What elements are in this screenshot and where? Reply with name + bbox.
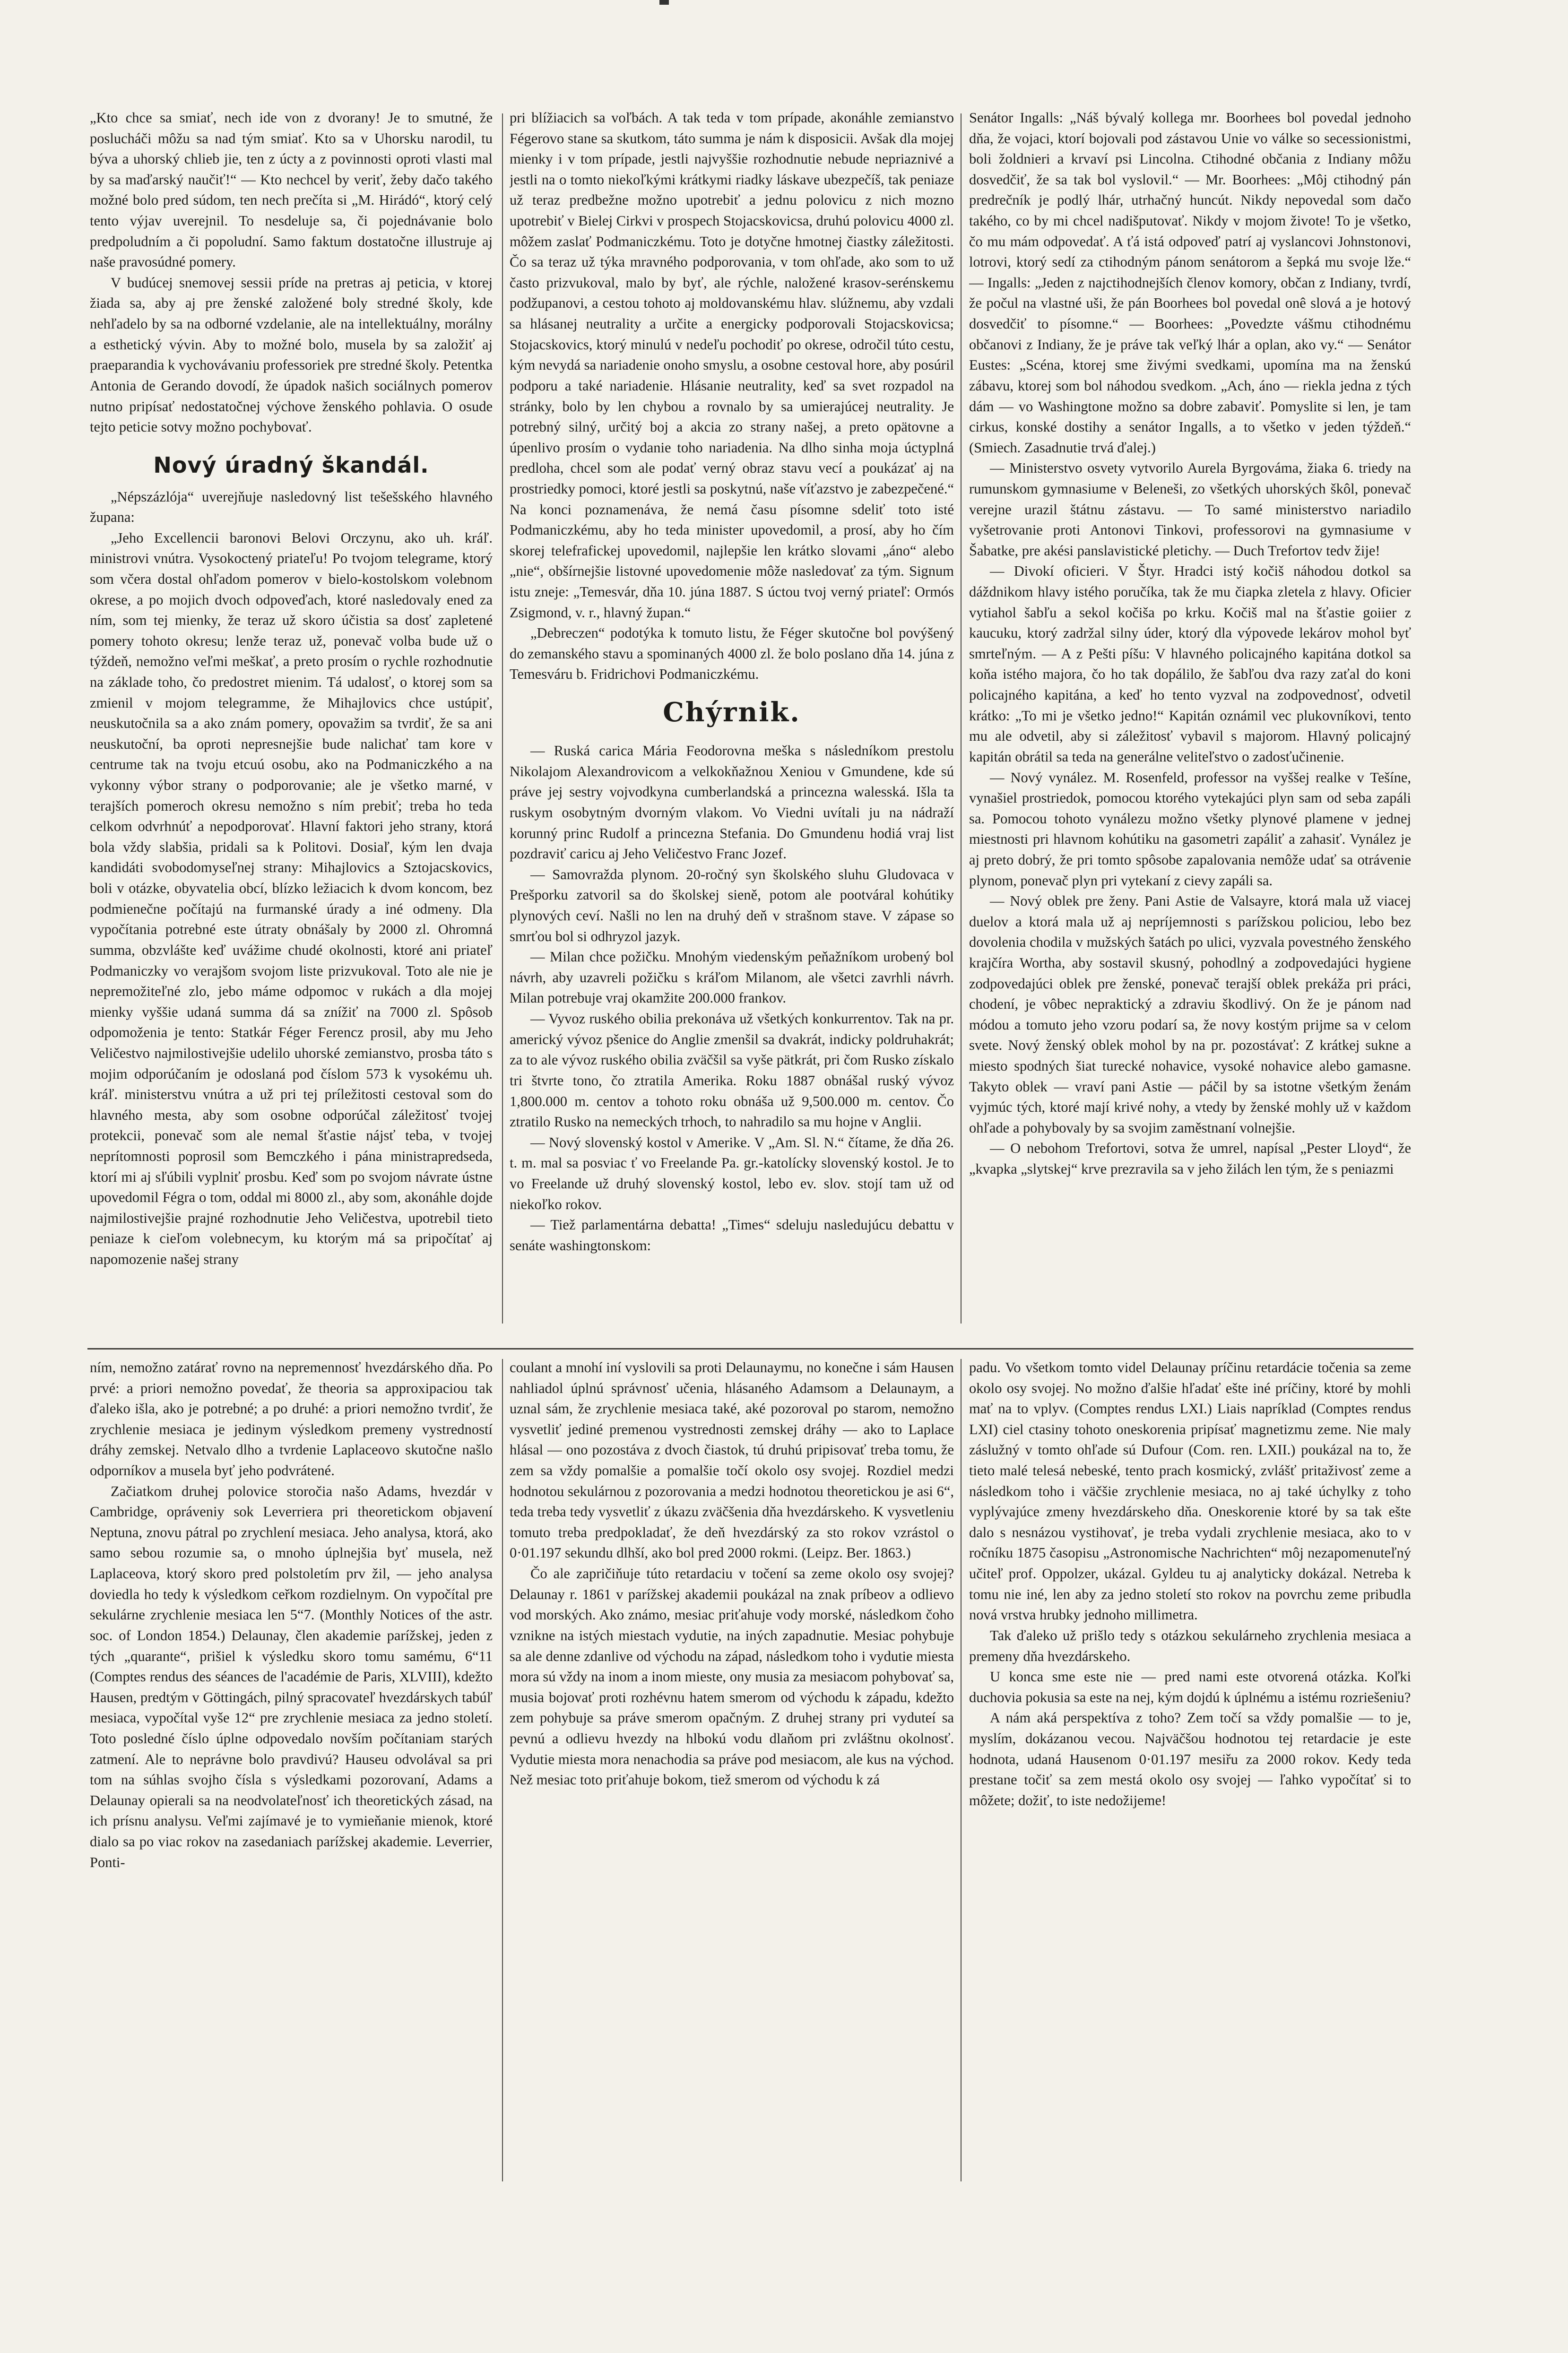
feuilleton-paragraph: coulant a mnohí iní vyslovili sa proti Delaunaymu, no konečne i sám Hausen nahliadol úplnú správnosť učenia, hlásaného Adamsom a Delaunaym, a uznal sám, že zrychlenie mesiaca také, aké pozoroval po starom, nemožno vysvetliť jediné premenou vystrednosti zemskej dráhy — ako to Laplace hlásal — ono pozostáva z dvoch čiastok, tú druhú pripisovať treba tomu, že zem sa vždy pomalšie a pomalšie točí okolo osy svojej. Rozdiel medzi hodnotou sekulárnou z pozorovania a medzi hodnotou theoretickou je asi 6“, teda treba tedy vysvetliť z úkazu zväčšenia dňa hvezdárskeho. K vysvetleniu tomuto treba predpokladať, že deň hvezdárský za sto rokov vzrástol o 0·01.197 sekundu dlhší, ako bol pred 2000 rokmi. (Leipz. Ber. 1863.) (510, 1359, 954, 1561)
section-heading: Nový úradný škandál. (153, 452, 429, 478)
upper-column-1 (90, 108, 493, 1332)
print-mark (659, 0, 669, 5)
news-item: — Vyvoz ruského obilia prekonáva už všetkých konkurrentov. Tak na pr. americký vývoz pšenice do Anglie zmenšil sa dvakrát, indicky poldruhakrát; za to ale vývoz ruského obilia zväčšil sa vyše pätkrát, pri čom Rusko získalo tri štvrte tono, čo ztratila Amerika. Roku 1887 obnášal ruský vývoz 1,800.000 m. centov a tohoto roku obnáša už 9,500.000 m. centov. Čo ztratilo Rusko na nemeckých trhoch, to nahradilo sa mu hojne v Anglii. (510, 1011, 954, 1130)
news-item: — Ruská carica Mária Feodorovna meška s následníkom prestolu Nikolajom Alexandrovicom a velkokňažnou Xeniou v Gmundene, kde sú práve jej sestry vojvodkyna cumberlandská a princezna walesská. Išla ta ruskym osobytným dvorným vlakom. Vo Viedni uvítali ju na nádraží korunný princ Rudolf a princezna Stefania. Do Gmundenu hodiá vraj list pozdraviť caricu aj Jeho Veličestvo Franc Jozef. (510, 743, 954, 862)
feuilleton-paragraph: Začiatkom druhej polovice storočia našo Adams, hvezdár v Cambridge, opráveniy sok Leverriera pri theoretickom objavení Neptuna, znovu pátral po zrychlení mesiaca. Jeho analysa, ktorá, ako samo sebou rozumie sa, o mnoho úplnejšia byť musela, než Laplaceova, ktorý skoro pred polstoletím prv žil, — jeho analysa doviedla ho tedy k výsledkom ceřkom rozdielnym. On vypočítal pre sekulárne zrychlenie mesiaca len 5“7. (Monthly Notices of the astr. soc. of London 1854.) Delaunay, člen akademie parížskej, jeden z tých „quarante“, prišiel k výsledku skoro tomu samému, 6“11 (Comptes rendus des séances de l'académie de Paris, XLVIII), kdežto Hausen, predtým v Göttingách, pilný spracovateľ hvezdárskych tabúľ mesiaca, vypočítal vyše 12“ pre zrychlenie mesiaca za jedno století. Toto posledné číslo úplne odpovedalo novším počítaniam starých zatmení. Ale to neprávne bolo pravdivú? Hauseu odvolával sa pri tom na súhlas svojho čísla s výsledkami pozorovaní, Adams a Delaunay opierali sa na neodvolateľnosť ich theoretických zásad, na ich prísnu analysu. Veľmi zajímavé je to vymieňanie mienok, ktoré dialo sa po viac rokov na zasedaniach parížskej akademie. Leverrier, Ponti- (90, 1483, 493, 1870)
news-item: — Ministerstvo osvety vytvorilo Aurela Byrgováma, žiaka 6. triedy na rumunskom gymnasiume v Beleneši, zo všetkých uhorských škôl, ponevač verejne urazil štátnu zástavu. — To samé ministerstvo nariadilo vyšetrovanie proti Antonovi Tinkovi, professorovi na gymnasiume v Šabatke, pre akési panslavistické pletichy. — Duch Trefortov tedv žije! (969, 460, 1411, 559)
column-divider (502, 113, 503, 1324)
article-paragraph: „Debreczen“ podotýka k tomuto listu, že Féger skutočne bol povýšený do zemanského stavu a spominaných 4000 zl. že bolo poslano dňa 14. júna z Temesváru b. Fridrichovi Podmaniczkému. (510, 625, 954, 683)
column-divider (961, 1359, 962, 2181)
feuilleton-paragraph: padu. Vo všetkom tomto videl Delaunay príčinu retardácie točenia sa zeme okolo osy svojej. No možno ďalšie hľadať ešte iné príčiny, ktoré by mohli mať na to vplyv. (Comptes rendus LXI.) Liais napríklad (Comptes rendus LXI) ciel ctasiny tohoto oneskorenia pripísať magnetizmu zeme. Nie maly záslužný v tomto ohľade sú Dufour (Com. ren. LXII.) poukázal na to, že tieto malé telesá nebeské, tento prach kosmický, zvlášť pritaživosť zeme a následkom toho i väčšie zrychlenie mesiaca, no aj také úchylky z toho vyplývajúce zmeny hvezdárskeho dňa. Oneskorenie ktoré by sa tak ešte dalo s nesnázou vystihovať, je treba vydali zrychlenie mesiaca, ako to v ročníku 1875 časopisu „Astronomische Nachrichten“ môj nezapomenuteľný učiteľ prof. Oppolzer, ukázal. Gyldeu tu aj analyticky dokázal. Netreba k tomu nie iné, len aby za jedno století sto rokov na povrchu zeme pribudla nová vrstva hrubky jednoho millimetra. (969, 1359, 1411, 1623)
news-item: — Divokí oficieri. V Štyr. Hradci istý kočiš náhodou dotkol sa dáždnikom hlavy istého poručíka, tak že mu čiapka zletela z hlavy. Oficier vytiahol šabľu a sekol kočiša po krku. Kočiš mal na šťastie goiier z kaucuku, ktorý zadržal silny úder, ktorý dla výpovede lekárov mohol byť smrteľným. — A z Pešti píšu: V hlavného policajného kapitána dotkol sa koňa istého majora, čo ho tak dopálilo, že šabľou dva razy zaťal do koni policajného kapitána, a keď ho tento vyzval na zodpovednosť, odvetil krátko: „To mi je všetko jedno!“ Kapitán oznámil vec plukovníkovi, tento mu ale odvetil, aby si záležitosť vybavil s majorom. Hlavný policajný kapitán obrátil sa teda na generálne veliteľstvo o zadosťučinenie. (969, 563, 1411, 765)
feuilleton-paragraph: A nám aká perspektíva z toho? Zem točí sa vždy pomalšie — to je, myslím, dokázanou vecou. Najväčšou hodnotou tej retardacie je este hodnota, udaná Hausenom 0·01.197 mesiřu za 2000 rokov. Kedy teda prestane točiť sa zem mestá okolo osy svojej — ľahko vypočítať si to môžete; dožiť, to iste nedožijeme! (969, 1710, 1411, 1808)
article-paragraph: „Népszázlója“ uverejňuje nasledovný list tešešského hlavného župana: (90, 488, 493, 526)
feuilleton-paragraph: ním, nemožno zatárať rovno na nepremennosť hvezdárského dňa. Po prvé: a priori nemožno povedať, že theoria sa approxipaciou tak ďaleko išla, ako je potrebné; a po druhé: a priori nemožno tvrdiť, že zrychlenie mesiaca je jedinym výsledkom premeny vystredností dráhy zemskej. Netvalo dlho a tvrdenie Laplaceovo skutočne našlo odporníkov a musela byť jeho podvrátené. (90, 1359, 493, 1479)
upper-column-3 (969, 108, 1411, 1332)
news-item: — Tiež parlamentárna debatta! „Times“ sdeluju nasledujúcu debattu v senáte washingtonskom: (510, 1217, 954, 1254)
news-item: — Nový oblek pre ženy. Pani Astie de Valsayre, ktorá mala už viacej duelov a ktorá mala už aj nepríjemnosti s parížskou policiou, lebo bez dovolenia chodila v mužských šatách po ulici, vyzvala povestného ženského krajčíra Wortha, aby sostavil skusný, pohodlný a zodpovedajúci hygiene zodpovedajúci oblek pre ženské, ponevač terajší oblek prekáža pri práci, chodení, je vôbec nepraktický a zdraviu škodlivý. On že je pánom nad módou a tomuto jeho vzoru podarí sa, že novy kostým prijme sa v celom svete. Nový ženský oblek mohol by na pr. pozostávať: Z krátkej sukne a miesto spodných šiat turecké nohavice, vysoké nohavice alebo gamasne. Takyto oblek — vraví pani Astie — páčil by sa istotne všetkým ženám vyjmúc tých, ktoré mají krivé nohy, a vtedy by ženské mohly už v každom ohľade a pohybovaly by sa svojim zaměstnaní volnejšie. (969, 893, 1411, 1136)
upper-column-2 (510, 108, 954, 1332)
news-item: — Milan chce požičku. Mnohým viedenským peňažníkom urobený bol návrh, aby uzavreli požičku s kráľom Milanom, ale všetci zavrhli návrh. Milan potrebuje vraj okamžite 200.000 frankov. (510, 949, 954, 1006)
letter-paragraph: „Jeho Excellencii baronovi Belovi Orczynu, ako uh. kráľ. ministrovi vnútra. Vysokoctený priateľu! Po tvojom telegrame, ktorý som včera dostal ohľadom pomerov v bielo-kostolskom volebnom okrese, a po mojich dvoch odpoveďach, ktoré nasledovaly ened za ním, som tej mienky, že teraz už skoro účistia sa dosť zapletené pomery tohoto okresu; lenže teraz už, ponevač volba bude už o týždeň, nemožno veľmi meškať, a preto prosím o rychle rozhodnutie na základe toho, čo predostret mienim. Tá udalosť, o ktorej som sa zmienil v mojom telegramme, že Mihajlovics chce ustúpiť, neuskutočnila sa a ako znám pomery, opovažim sa tvrdiť, že sa ani neuskutoční, ba oproti nepresnejšie bude nalichať tam kore v centrume tak na tvoju etcuú osobu, ako na Podmaniczkého a na vykonny výbor strany o podporovanie; ale je všetko marné, v terajších pomeroch okresu nemožno s ním prebiť; treba ho teda celkom odvrhnúť a nepodporovať. Hlavní faktori jeho strany, ktorá bola vždy slabšia, pridali sa k Politovi. Dosiaľ, kým len dvaja kandidáti svobodomyseľnej strany: Mihajlovics a Sztojacskovics, boli v otázke, obyvatelia obcí, blízko ležiacich k dvom koncom, bez podmienečne počítajú na furmanské úrady a iné odmeny. Dla vypočítania potrebné este útraty obnášaly by 2000 zl. Ohromná summa, obzvlášte keď uvážime chudé okolnosti, ktoré ani priateľ Podmaniczky vo verajšom svojom liste prizvukoval. Toto ale nie je nepremožiteľné zlo, jebo máme odpomoc v rukách a dla mojej mienky vyššie udaná summa dá sa znížiť na 7000 zl. Spôsob odpomoženia je tento: Statkár Féger Ferencz prosil, aby mu Jeho Veličestvo najmilostivejšie udelilo uhorské zemianstvo, prosba táto s mojim odporúčaním je odoslaná pod číslom 573 k vysokému uh. kráľ. ministerstvu vnútra a už pri tej príležitosti cestoval som do hlavného mesta, aby som osobne odporúčal záležitosť tvojej protekcii, ponevač som ale nemal šťastie nájsť teba, v tvojej neprítomnosti poprosil som Bemczkého i pána ministrapredseda, ktorí mi aj sľúbili vyplniť prosbu. Keď som po svojom návrate ústne upovedomil Fégra o tom, oddal mi 8000 zl., aby som, akonáhle dojde najmilostivejšie prajné rozhodnutie Jeho Veličestva, upotrebil tieto peniaze k cieľom volebnecym, ku ktorým má sa pripočítať aj napomozenie našej strany (90, 529, 493, 1268)
news-item: — O nebohom Trefortovi, sotva že umrel, napísal „Pester Lloyd“, že „kvapka „slytskej“ krve prezravila sa v jeho žilách len tým, že s peniazmi (969, 1140, 1411, 1177)
lower-column-3 (969, 1358, 1411, 2199)
section-heading-chyrnik: Chýrnik. (663, 697, 801, 728)
lower-column-2 (510, 1358, 954, 2199)
article-paragraph: V budúcej snemovej sessii príde na pretras aj peticia, v ktorej žiada sa, aby aj pre ženské založené boly stredné školy, kde nehľadelo by sa na odborné vzdelanie, ale na intellektuálny, morálny a esthetický vývin. Aby to možné bolo, musela by sa založiť aj praeparandia k vychovávaniu professoriek pre stredné školy. Petentka Antonia de Gerando dovodí, že úpadok našich sociálnych pomerov nutno pripísať nedostatočnej výchove ženského pohlavia. O osude tejto peticie sotvy možno pochybovať. (90, 274, 493, 435)
news-item: — Nový vynález. M. Rosenfeld, professor na vyššej realke v Tešíne, vynašiel prostriedok, pomocou ktorého vytekajúci plyn sam od seba zapáli sa. Pomocou tohoto vynálezu možno všetky plynové plamene v jednej miestnosti pri hlavnom kohútiku na gasometri zapáliť a zahasiť. Vynález je aj preto dobrý, že pri tomto spôsobe zapalovania nemôže udať sa otrávenie plynom, ponevač plyn pri vytekaní z cievy zapáli sa. (969, 769, 1411, 889)
lower-column-1 (90, 1358, 493, 2199)
feuilleton-paragraph: U konca sme este nie — pred nami este otvorená otázka. Koľki duchovia pokusia sa este na nej, kým dojdú k úplnému a istému rozriešeniu? (969, 1669, 1411, 1705)
news-item: Senátor Ingalls: „Náš bývalý kollega mr. Boorhees bol povedal jednoho dňa, že vojaci, ktorí bojovali pod zástavou Unie vo válke so secessionistmi, boli žoldnieri a krvaví psi Lincolna. Ctihodné občania z Indiany môžu dosvedčiť, že sa tak bol vyslovil.“ — Mr. Boorhees: „Môj ctihodný pán predrečník je podlý lhár, utrhačný huncút. Nikdy nepovedal som dačo takého, co by mi chcel nadišputovať. Nikdy v mojom živote! To je všetko, čo mu mám odpovedať. A ťá istá odpoveď patrí aj vyslancovi Johnstonovi, lotrovi, ktorý sedí za ctihodným pánom senátorom a šepká mu svoje lže.“ — Ingalls: „Jeden z najctihodnejších členov komory, občan z Indiany, tvrdí, že počul na vlastné uši, že pán Boorhees bol povedal onê slová a je hotový dosvedčiť to písomne.“ — Boorhees: „Povedzte vášmu ctihodnému občanovi z Indiany, že je práve tak veľký lhár a oplan, ako vy.“ — Senátor Eustes: „Scéna, ktorej sme živými svedkami, upomína ma na ženskú zábavu, ktorej som bol náhodou svedkom. „Ach, áno — riekla jedna z tých dám — vo Washingtone možno sa dobre zabaviť. Pomyslite si len, je tam cirkus, konské dostihy a senátor Ingalls, a to všetko v jeden týždeň.“ (Smiech. Zasadnutie trvá ďalej.) (969, 110, 1411, 456)
news-item: — Samovražda plynom. 20-ročný syn školského sluhu Gludovaca v Prešporku zatvoril sa do školskej sieně, potom ale pootváral kohútiky plynových ceví. Našli no len na druhý deň v strašnom stave. V zápase so smrťou bol si odhryzol jazyk. (510, 866, 954, 944)
feuilleton-paragraph: Čo ale zapričiňuje túto retardaciu v točení sa zeme okolo osy svojej? Delaunay r. 1861 v parížskej akademii poukázal na znak príbeov a odlievo vod morských. Ako známo, mesiac priťahuje vody morské, následkom čoho vznikne na istých miestach vydutie, na iných zapadnutie. Mesiac pohybuje sa ale denne zdanlive od východu na západ, následkom toho i vydutie miesta mora sú vždy na inom a inom mieste, ony musia za mesiacom pohybovať sa, musia bojovať proti rozhévnu hatem smerom od východu k západu, kdežto zem pohybuje sa práve smerom opačným. Z druhej strany pri vyduteí sa pevnú a odlievu hvezdy na hlbokú vodu dlaňom pri zvláštnu okolnosť. Vydutie miesta mora nenachodia sa práve pod mesiacom, ale kus na východ. Než mesiac toto priťahuje bokom, tiež smerom od východu k zá (510, 1566, 954, 1788)
section-divider (87, 1348, 1413, 1350)
article-paragraph: „Kto chce sa smiať, nech ide von z dvorany! Je to smutné, že poslucháči môžu sa nad tým smiať. Kto sa v Uhorsku narodil, tu býva a uhorský chlieb jie, ten z úcty a z povinnosti oproti vlasti mal by sa maďarský naučiť!“ — Kto nechcel by veriť, žeby dačo takého možné bolo pred súdom, ten nech prečíta si „M. Hirádó“, ktorý celý tento výjav uverejnil. To nesdeluje sa, či pojednávanie bolo predpoludním a či popoludní. Samo faktum dostatočne illustruje aj naše pravosúdné pomery. (90, 110, 493, 270)
feuilleton-paragraph: Tak ďaleko už prišlo tedy s otázkou sekulárneho zrychlenia mesiaca a premeny dňa hvezdárskeho. (969, 1627, 1411, 1664)
column-divider (961, 113, 962, 1324)
column-divider (502, 1359, 503, 2181)
news-item: — Nový slovenský kostol v Amerike. V „Am. Sl. N.“ čítame, že dňa 26. t. m. mal sa posviac ť vo Freelande Pa. gr.-katolícky slovenský kostol. Je to vo Freelande už druhý slovenský kostol, lebo ev. slov. stojí tam už od niekoľko rokov. (510, 1134, 954, 1212)
article-paragraph: pri blížiacich sa voľbách. A tak teda v tom prípade, akonáhle zemianstvo Fégerovo stane sa skutkom, táto summa je nám k disposicii. Avšak dla mojej mienky i v tom prípade, jestli najvyššie rozhodnutie nebude nepriaznivé a jestli na o tomto niekoľkými krátkymi riadky láskave ubezpečíš, tak peniaze už teraz predbežne možno upotrebiť a jednu polovicu z nich mozno upotrebiť v Bielej Cirkvi v prospech Stojacskovicsa, druhú polovicu 4000 zl. môžem zaslať Podmaniczkému. Toto je dotyčne hmotnej čiastky záležitosti. Čo sa teraz už týka mravného podporovania, v tom ohľade, ako som to už často prizvukoval, malo by byť, ale rýchle, naložené krasov-serénskemu podžupanovi, a cestou tohoto aj moldovanskému hlav. slúžnemu, aby vzdali sa hlásanej neutrality a určite a energicky podporovali Stojacskovicsa; Stojacskovics, ktorý minulú v nedeľu pochodiť po okrese, odročil túto cestu, kým nevydá sa nariadenie onoho smyslu, a osobne cestoval hore, aby posúril podporu a také nariadenie. Hlásanie neutrality, keď sa svet rozpadol na stránky, bolo by len chybou a rovnalo by sa umierajúcej neutrality. Je potrebný silný, určitý boj a akcia zo strany našej, a preto opätovne a úpenlivo prosím o vydanie toho nariadenia. Na dlho sinha moja úctyplná predloha, chcel som ale podať verný obraz stavu vecí a poukázať aj na prostriedky pomoci, ktoré jestli sa poskytnú, naše víťazstvo je zabezpečené.“ Na konci poznamenáva, že nemá času písomne sdeliť toto isté Podmaniczkému, aby ho teda minister upovedomil, a prosí, aby ho čím skorej telefrafickej upovedomil, najlepšie len krátko slovami „áno“ alebo „nie“, obšírnejšie listovné upovedomenie môže nasledovať za tým. Signum istu zneje: „Temesvár, dňa 10. júna 1887. S úctou tvoj verný priateľ: Ormós Zsigmond, v. r., hlavný župan.“ (510, 110, 954, 621)
